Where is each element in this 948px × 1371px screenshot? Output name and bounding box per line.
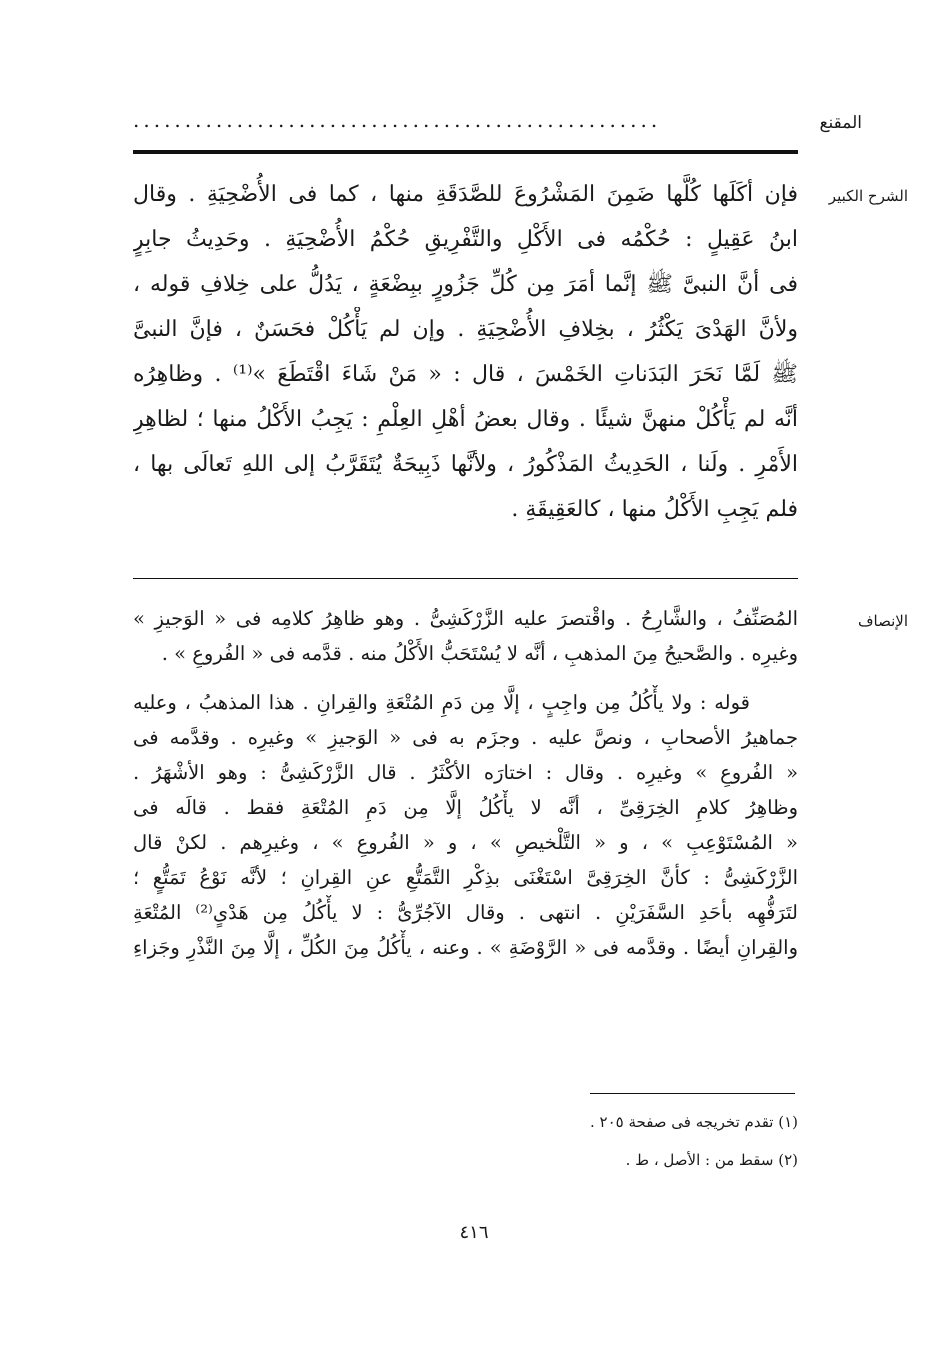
text-line: المُصَنِّفُ ، والشَّارِحُ . واقْتصرَ عليه الزَّرْكَشِىُّ . وهو ظاهِرُ كلامِه فى « الوَجيزِ » <box>133 607 798 630</box>
running-header-title: المقنع <box>819 113 862 133</box>
text-line: وغيرِه . والصَّحيحُ مِنَ المذهبِ ، أنَّه لا يُسْتَحَبُّ الأَكْلُ منه . قدَّمه فى « الفُروعِ » . <box>161 642 798 665</box>
margin-label-sharh: الشرح الكبير <box>828 187 908 205</box>
text-line: ابنُ عَقِيلٍ : حُكْمُه فى الأَكْلِ والتَّفْرِيقِ حُكْمُ الأُضْحِيَةِ . وحَدِيثُ جابِرٍ <box>133 227 798 252</box>
text-line: وظاهِرُ كلامِ الخِرَقِىِّ ، أنَّه لا يأْكُلُ إلَّا مِن دَمِ المُتْعَةِ فقط . قالَه فى <box>133 796 798 819</box>
text-line: والقِرانِ أيضًا . وقدَّمه فى « الرَّوْضَةِ » . وعنه ، يأْكُلُ مِنَ الكُلِّ ، إلَّا مِنَ النَّذْرِ وجَزاءِ <box>133 936 798 959</box>
text-line: « المُسْتَوْعِبِ » ، و « التَّلْخيصِ » ، و « الفُروعِ » ، وغيرِهم . لكنْ قال <box>133 831 798 854</box>
insaf-text-block <box>133 601 798 965</box>
text-line: فى أنَّ النبىَّ ﷺ إنَّما أمَرَ مِن كُلِّ جَزُورٍ ببِضْعَةٍ ، يَدُلُّ على خِلافِ قوله ، <box>133 272 798 297</box>
footnote-rule <box>590 1093 795 1094</box>
sharh-text-block <box>133 172 798 532</box>
text-line: فلم يَجِبِ الأَكْلُ منها ، كالعَقِيقَةِ . <box>511 497 798 522</box>
text-line: أنَّه لم يَأْكُلْ منهنَّ شيئًا . وقال بعضُ أهْلِ العِلْمِ : يَجِبُ الأَكْلُ منها ؛ لظاهِرِ <box>133 407 798 432</box>
text-line: قوله : ولا يأْكُلُ مِن واجِبٍ ، إلَّا مِن دَمِ المُتْعَةِ والقِرانِ . هذا المذهبُ ، وعليه <box>133 691 750 714</box>
text-line: ولأنَّ الهَدْىَ يَكْثُرُ ، بخِلافِ الأُضْحِيَةِ . وإن لم يَأْكُلْ فحَسَنٌ ، فإنَّ النبىَّ <box>133 317 798 342</box>
text-line: الأَمْرِ . ولَنا ، الحَدِيثُ المَذْكُورُ ، ولأنَّها ذَبِيحَةٌ يُتَقَرَّبُ إلى اللهِ تَعالَى بها ، <box>133 452 798 477</box>
text-line: « الفُروعِ » وغيرِه . وقال : اختارَه الأكْثَرُ . قال الزَّرْكَشِىُّ : وهو الأشْهَرُ . <box>133 761 798 784</box>
text-line: جماهيرُ الأصحابِ ، ونصَّ عليه . وجزَم به فى « الوَجيزِ » وغيرِه . وقدَّمه فى <box>133 726 798 749</box>
margin-label-insaf: الإنصاف <box>857 612 908 630</box>
footnote-1: (١) تقدم تخريجه فى صفحة ٢٠٥ . <box>589 1113 798 1131</box>
footnote-2: (٢) سقط من : الأصل ، ط . <box>625 1151 798 1169</box>
text-line: لتَرَفُّهِه بأحَدِ السَّفَرَيْنِ . انتهى . وقال الآجُرِّىُّ : لا يأْكُلُ مِن هَدْىٍ⁽²⁾ المُتْعَةِ <box>133 901 798 924</box>
page-number: ٤١٦ <box>459 1222 489 1243</box>
header-rule <box>133 150 798 154</box>
text-line: فإن أكَلَها كُلَّها ضَمِنَ المَشْرُوعَ للصَّدَقَةِ منها ، كما فى الأُضْحِيَةِ . وقال <box>133 182 798 207</box>
header-dot-leader: ................................................... <box>133 108 662 132</box>
text-line: الزَّرْكَشِىُّ : كأنَّ الخِرَقِىَّ اسْتَغْنَى بذِكْرِ التَّمَتُّعِ عنِ القِرانِ ؛ لأنَّه نَوْعُ تَمَتُّعٍ ؛ <box>133 866 798 889</box>
text-line: ﷺ لَمَّا نَحَرَ البَدَناتِ الخَمْسَ ، قال : « مَنْ شَاءَ اقْتَطَعَ »⁽¹⁾ . وظاهِرُه <box>133 362 798 387</box>
section-divider <box>133 578 798 579</box>
